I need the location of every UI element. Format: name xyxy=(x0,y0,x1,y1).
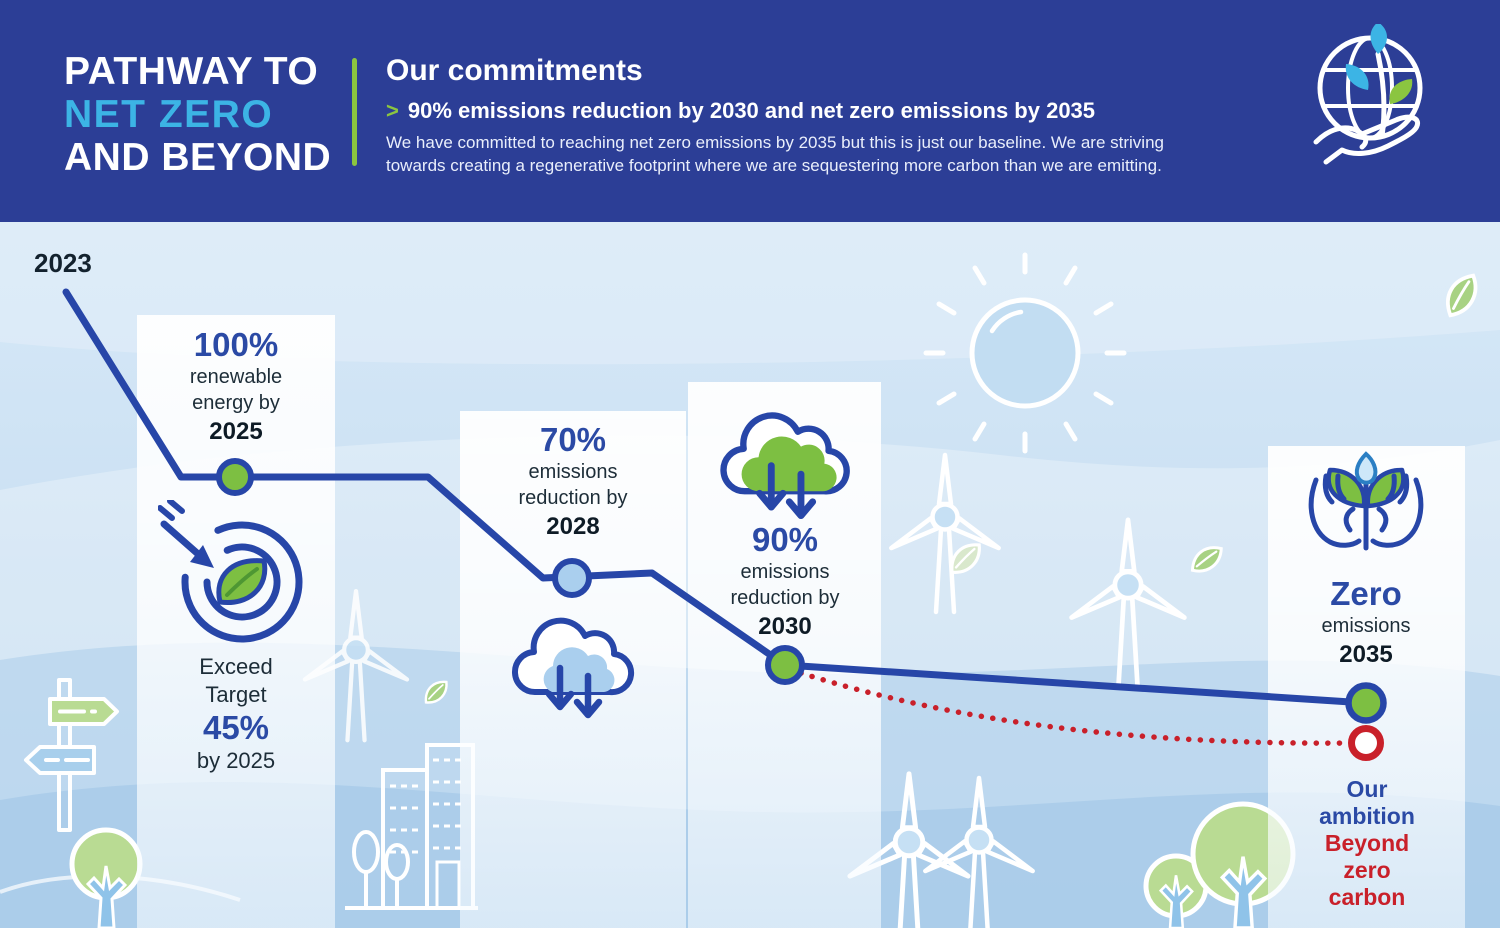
milestone-dot-2035 xyxy=(1349,686,1384,721)
milestone-text: Target xyxy=(205,682,267,707)
title-line-3: AND BEYOND xyxy=(64,136,332,179)
commitments-highlight xyxy=(386,98,1095,124)
ambition-text: ambition xyxy=(1319,803,1415,829)
milestone-value: 90% xyxy=(751,521,819,558)
milestone-2030-emissions xyxy=(685,521,885,642)
commitments-heading: Our commitments xyxy=(386,54,643,87)
milestone-text: reduction by xyxy=(730,587,840,609)
ambition-target-circle xyxy=(1352,729,1381,758)
milestone-year: 2035 xyxy=(1339,641,1393,668)
milestone-2035-zero xyxy=(1266,575,1466,670)
milestone-text: renewable xyxy=(189,366,283,388)
milestone-year: 2025 xyxy=(209,418,263,445)
ambition-goal-text: carbon xyxy=(1328,884,1406,910)
milestone-text: Exceed xyxy=(199,654,273,679)
milestone-2028-emissions xyxy=(473,421,673,542)
title-line-2: NET ZERO xyxy=(64,93,274,136)
milestone-dot-2030 xyxy=(768,648,802,682)
milestone-ambition xyxy=(1277,776,1457,911)
milestone-value: 45% xyxy=(202,709,270,746)
cloud-emissions-down-blue-icon xyxy=(506,608,638,724)
cloud-emissions-down-green-icon xyxy=(714,402,854,522)
globe-in-hand-icon xyxy=(1298,24,1443,192)
chevron-marker-icon: > xyxy=(386,98,399,123)
milestone-dot-2028 xyxy=(555,561,589,595)
milestone-text: emissions xyxy=(528,461,618,483)
milestone-year: 2028 xyxy=(546,513,600,540)
milestone-text: energy by xyxy=(192,392,280,414)
milestone-text: emissions xyxy=(1321,615,1411,637)
green-divider xyxy=(352,58,357,166)
ambition-text: Our xyxy=(1346,776,1388,802)
milestone-value: Zero xyxy=(1330,575,1402,612)
title-line-1: PATHWAY TO xyxy=(64,50,319,93)
milestone-text: emissions xyxy=(740,561,830,583)
milestone-value: 70% xyxy=(539,421,607,458)
page-title xyxy=(64,50,331,179)
ambition-goal-text: Beyond xyxy=(1324,830,1410,856)
hands-holding-plant-icon xyxy=(1302,450,1430,570)
ambition-goal-text: zero xyxy=(1343,857,1391,883)
header-banner xyxy=(0,0,1500,222)
commitments-body-text: We have committed to reaching net zero emissions by 2035 but this is just our baseline. We are striving towards creating a regenerative footprint where we are sequestering more carbon than we are emitting. xyxy=(386,133,1164,175)
milestone-value: 100% xyxy=(193,326,279,363)
target-with-leaf-icon xyxy=(158,500,310,648)
milestone-year: 2030 xyxy=(758,613,812,640)
commitments-highlight-text: 90% emissions reduction by 2030 and net zero emissions by 2035 xyxy=(407,98,1096,123)
milestone-dot-2025 xyxy=(219,461,251,493)
milestone-text: by 2025 xyxy=(196,748,276,773)
milestone-exceed-target xyxy=(136,653,336,775)
milestone-text: reduction by xyxy=(518,487,628,509)
milestone-2025-renewable xyxy=(136,326,336,447)
start-year-label: 2023 xyxy=(34,248,92,278)
